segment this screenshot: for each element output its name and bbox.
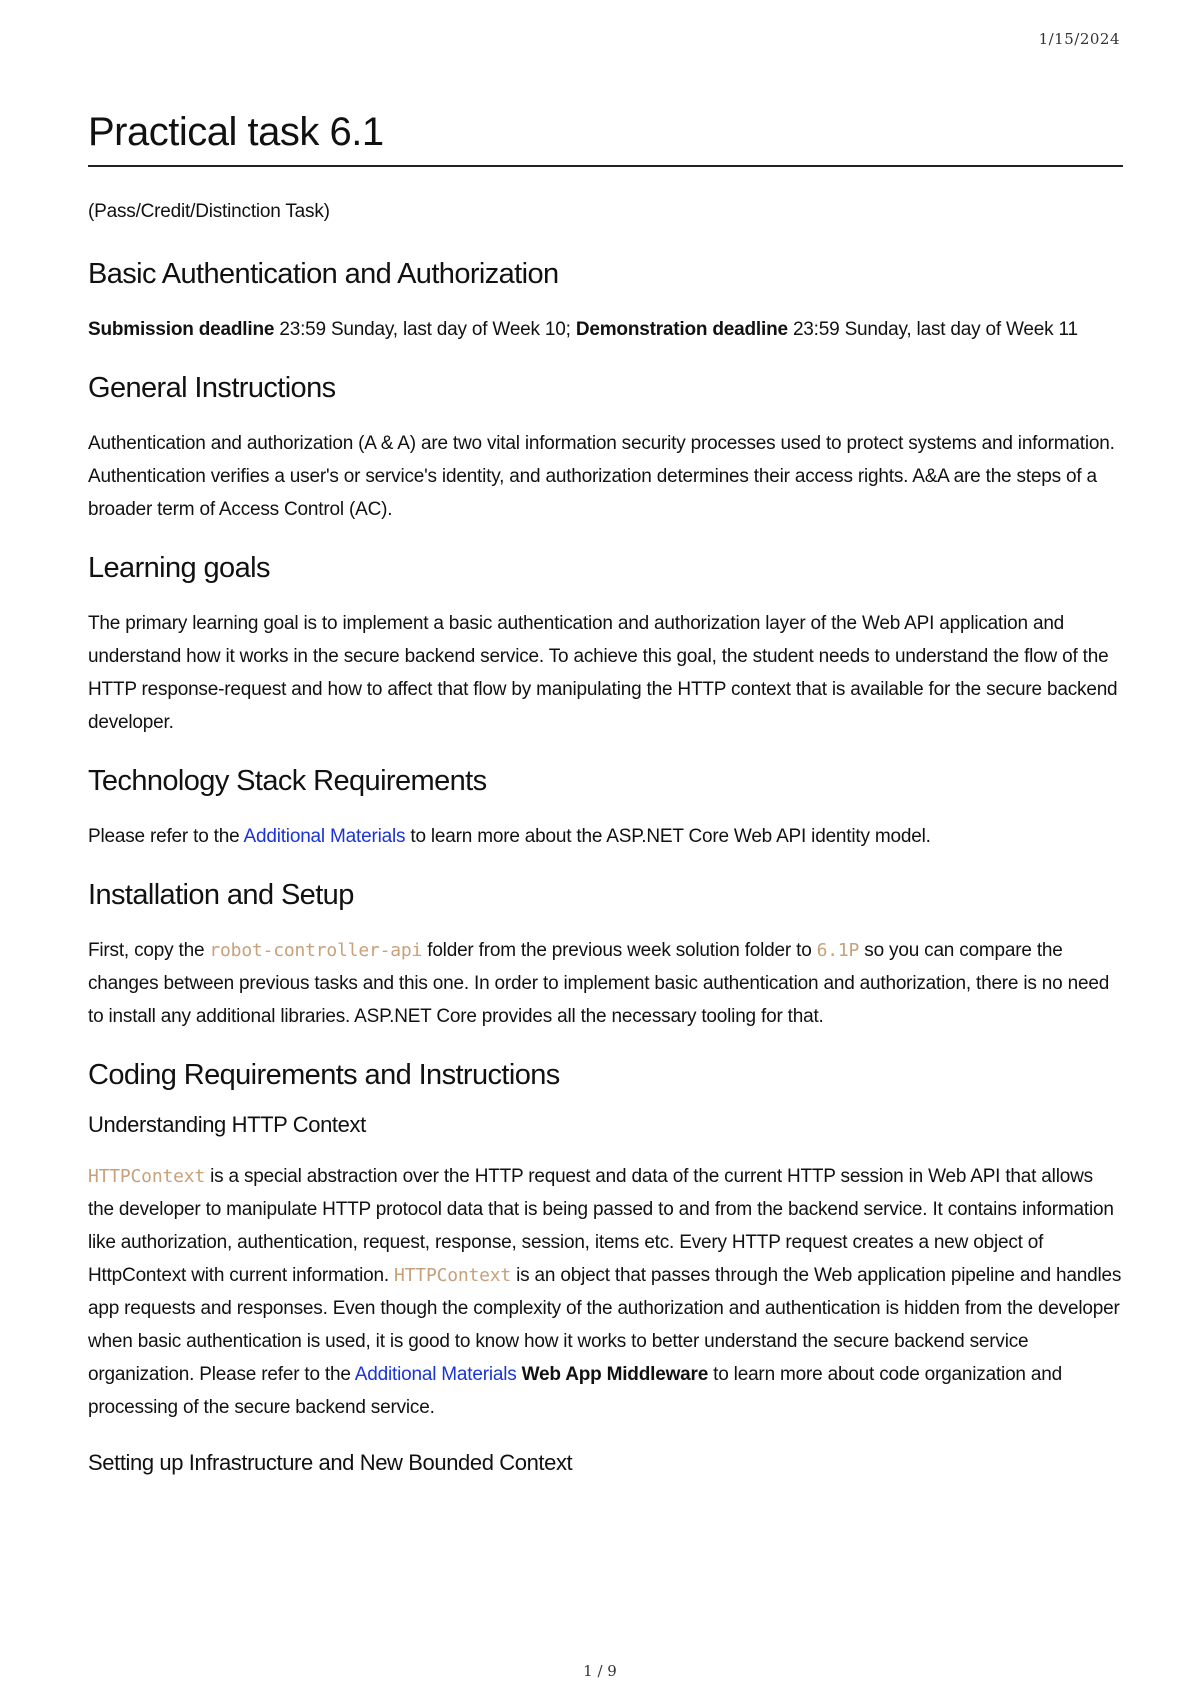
install-text-3: so you can compare the changes between previous tasks and this one. In order to implement basic authentication and authorization, there is no need to install any additional libraries. ASP.NET Core provides all the necessary tooling for that. — [88, 940, 1110, 1027]
heading-understanding-http-context: Understanding HTTP Context — [88, 1112, 366, 1137]
installation-text — [88, 934, 1123, 1033]
http-text-3: to learn more about code organization and processing of the secure backend service. — [88, 1364, 1062, 1418]
install-text-2: folder from the previous week solution folder to — [422, 940, 817, 961]
heading-setting-up-infrastructure: Setting up Infrastructure and New Bounded Context — [88, 1450, 573, 1475]
additional-materials-link[interactable]: Additional Materials — [243, 826, 406, 847]
technology-stack-text — [88, 820, 1123, 853]
learning-goals-text: The primary learning goal is to implement a basic authentication and authorization layer of the Web API application and understand how it works in the secure backend service. To achieve this goal, the student needs to understand the flow of the HTTP response-request and how to affect that flow by manipulating the HTTP context that is available for the secure backend developer. — [88, 613, 1118, 733]
code-httpcontext-1: HTTPContext — [88, 1166, 206, 1187]
http-text-2: is an object that passes through the Web application pipeline and handles app requests and responses. Even though the complexity of the authorization and authentication is hidden from the developer when basic authentication is used, it is good to know how it works to better understand the secure backend service organization. Please refer to the — [88, 1265, 1122, 1385]
demonstration-deadline-text: 23:59 Sunday, last day of Week 11 — [787, 319, 1078, 340]
heading-technology-stack: Technology Stack Requirements — [88, 765, 487, 797]
page-date: 1/15/2024 — [1038, 30, 1120, 48]
heading-learning-goals: Learning goals — [88, 552, 270, 584]
demonstration-deadline-label: Demonstration deadline — [575, 319, 788, 340]
submission-deadline-text: 23:59 Sunday, last day of Week 10; — [274, 319, 576, 340]
heading-installation-setup: Installation and Setup — [88, 879, 354, 911]
submission-deadline-label: Submission deadline — [88, 319, 275, 340]
http-context-text — [88, 1160, 1123, 1424]
document-title: Practical task 6.1 — [88, 110, 1123, 167]
document-body — [88, 110, 1123, 1476]
tech-text-before: Please refer to the — [88, 826, 244, 847]
code-robot-controller-api: robot-controller-api — [209, 940, 423, 961]
http-text-1: is a special abstraction over the HTTP request and data of the current HTTP session in Web API that allows the developer to manipulate HTTP protocol data that is being passed to and from the backend service. It contains information like authorization, authentication, request, response, session, items etc. Every HTTP request creates a new object of HttpContext with current information. — [88, 1166, 1114, 1286]
install-text-1: First, copy the — [88, 940, 210, 961]
page-number: 1 / 9 — [583, 1662, 617, 1680]
code-httpcontext-2: HTTPContext — [394, 1265, 512, 1286]
heading-basic-auth: Basic Authentication and Authorization — [88, 258, 559, 290]
web-app-middleware-label: Web App Middleware — [516, 1364, 709, 1385]
heading-general-instructions: General Instructions — [88, 372, 336, 404]
deadline-paragraph — [88, 313, 1123, 346]
code-folder-6-1p: 6.1P — [816, 940, 860, 961]
tech-text-after: to learn more about the ASP.NET Core Web API identity model. — [405, 826, 931, 847]
heading-coding-requirements: Coding Requirements and Instructions — [88, 1059, 560, 1091]
additional-materials-link-2[interactable]: Additional Materials — [354, 1364, 517, 1385]
task-grade-label: (Pass/Credit/Distinction Task) — [88, 201, 330, 222]
general-instructions-text: Authentication and authorization (A & A) are two vital information security processes used to protect systems and information. Authentication verifies a user's or service's identity, and authorization determines their access rights. A&A are the steps of a broader term of Access Control (AC). — [88, 433, 1115, 520]
